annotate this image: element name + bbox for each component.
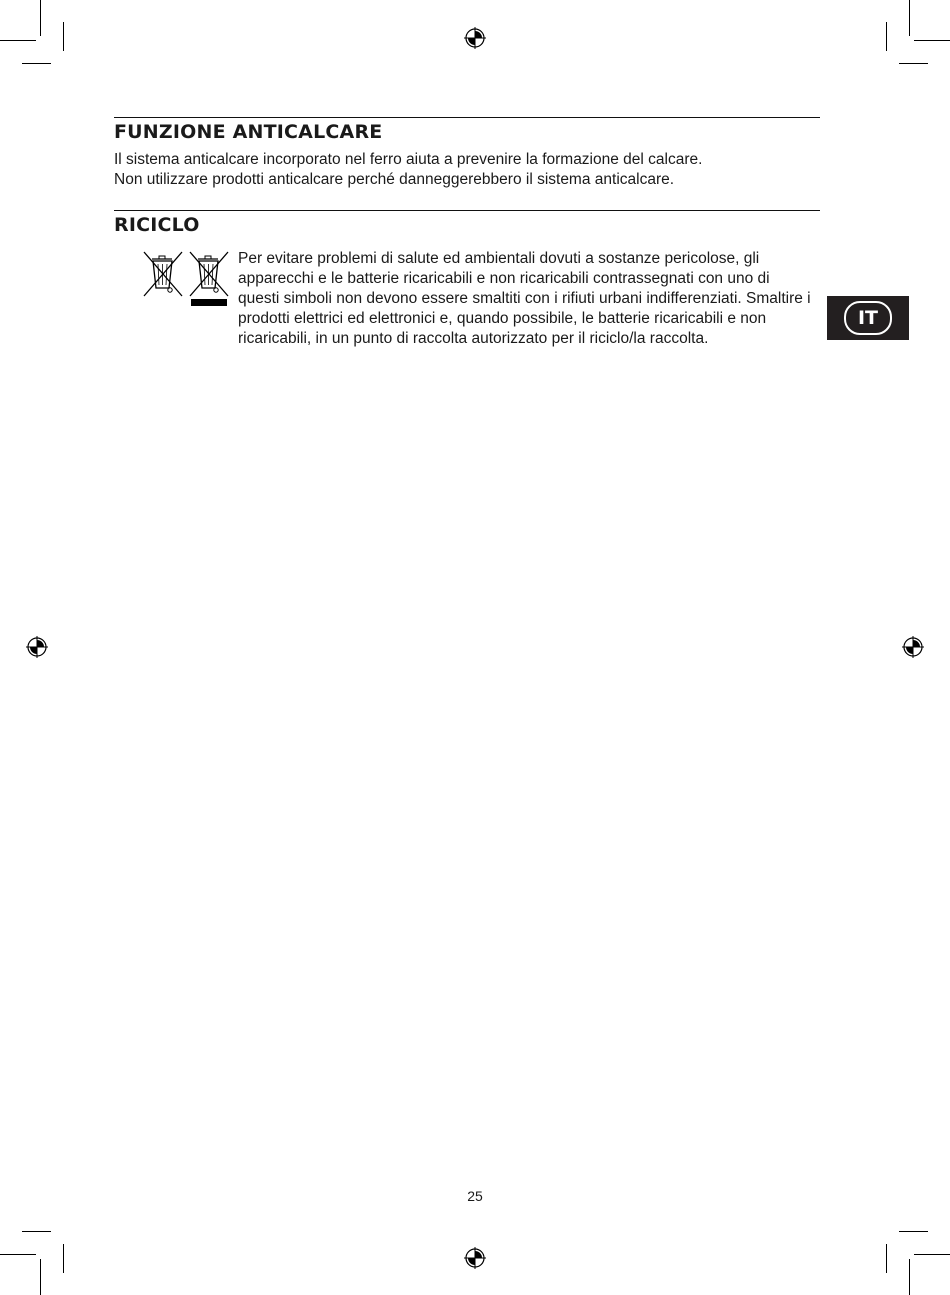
crop-mark xyxy=(914,40,950,41)
language-code: IT xyxy=(844,301,892,335)
crop-mark xyxy=(899,63,928,64)
crop-mark xyxy=(909,1259,910,1295)
section-riciclo xyxy=(114,210,820,237)
crop-mark xyxy=(0,1254,36,1255)
section-title: RICICLO xyxy=(114,214,200,236)
crop-mark xyxy=(0,40,36,41)
section-anticalcare xyxy=(114,117,820,190)
section-divider xyxy=(114,117,820,118)
crop-mark xyxy=(886,22,887,51)
crop-mark xyxy=(899,1231,928,1232)
crop-mark xyxy=(40,0,41,36)
registration-mark-icon xyxy=(464,27,486,49)
registration-mark-icon xyxy=(26,636,48,658)
registration-mark-icon xyxy=(464,1247,486,1269)
paragraph-line: Non utilizzare prodotti anticalcare perché danneggerebbero il sistema anticalcare. xyxy=(114,171,675,188)
crop-mark xyxy=(63,1244,64,1273)
page-number: 25 xyxy=(467,1188,483,1204)
crop-mark xyxy=(886,1244,887,1273)
section-title: FUNZIONE ANTICALCARE xyxy=(114,121,383,143)
section-divider xyxy=(114,210,820,211)
crop-mark xyxy=(40,1259,41,1295)
registration-mark-icon xyxy=(902,636,924,658)
language-tab xyxy=(827,296,909,340)
recycling-paragraph: Per evitare problemi di salute ed ambientali dovuti a sostanze pericolose, gli apparecchi e le batterie ricaricabili e non ricaricabili contrassegnati con uno di questi simboli non devono essere smaltiti con i rifiuti urbani indifferenziati. Smaltire i prodotti elettrici ed elettronici e, quando possibile, le batterie ricaricabili e non ricaricabili, in un punto di raccolta autorizzato per il riciclo/la raccolta. xyxy=(238,250,811,347)
section-paragraph xyxy=(114,150,820,190)
crop-mark xyxy=(63,22,64,51)
crossed-out-wheelie-bin-with-bar-icon xyxy=(188,250,230,308)
crop-mark xyxy=(22,1231,51,1232)
paragraph-line: Il sistema anticalcare incorporato nel ferro aiuta a prevenire la formazione del calcare. xyxy=(114,151,703,168)
crossed-out-wheelie-bin-icon xyxy=(142,250,184,298)
crop-mark xyxy=(22,63,51,64)
crop-mark xyxy=(909,0,910,36)
crop-mark xyxy=(914,1254,950,1255)
